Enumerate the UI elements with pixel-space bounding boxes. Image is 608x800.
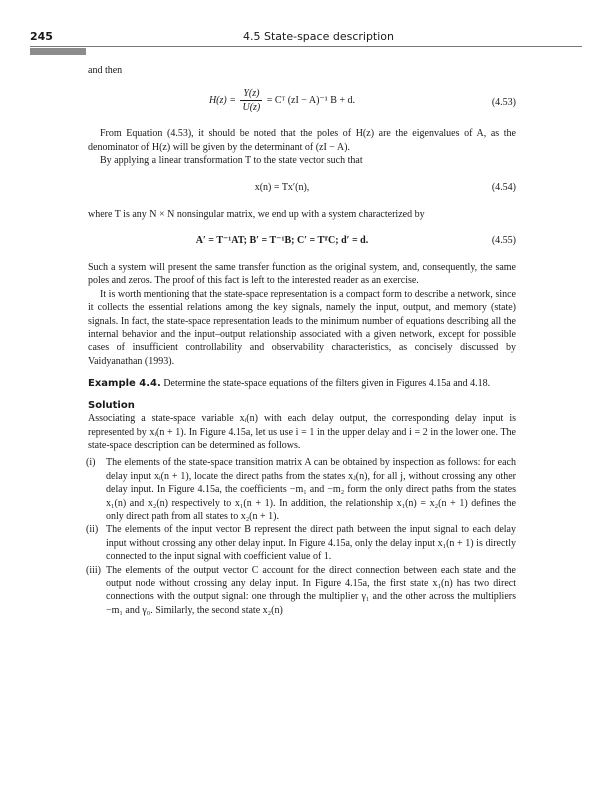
solution-text: Associating a state-space variable xᵢ(n) with each delay output, the corresponding delay input is represented by xᵢ(n + 1). In Figure 4.15a, let us use i = 1 in the upper delay and i = 2 in the lower one. The state-space description can be determined as follows. <box>88 413 516 451</box>
list-item <box>88 456 516 523</box>
equation-4-53 <box>88 87 516 119</box>
page-header <box>30 30 578 46</box>
list-item-text: The elements of the output vector C account for the direct connection between each state and the output node without crossing any delay input. In Figure 4.15a, the first state x₁(n) has two direct connections with the output signal: one through the multiplier γ₁ and the other across the multipliers −m₁ and γ₀. Similarly, the second state x₂(n) <box>106 564 516 616</box>
header-bar <box>30 48 86 55</box>
eq-453-rhs: = Cᵀ (zI − A)⁻¹ B + d. <box>266 95 356 107</box>
header-rule <box>30 46 582 47</box>
eq-455-expression: A′ = T⁻¹AT; B′ = T⁻¹B; C′ = TᵀC; d′ = d. <box>195 235 369 247</box>
eq-453-numerator: Y(z) <box>243 88 260 100</box>
list-item-text: The elements of the state-space transition matrix A can be obtained by inspection as follows: for each delay input xᵢ(n + 1), locate the direct paths from the states xⱼ(n), for all j, without crossing any other delay input. In Figure 4.15a, the coefficients −m₁ and −m₂ form the only direct paths from the states x₁(n) and x₂(n) respectively to x₁(n + 1). In addition, the relationship x₁(n) = x₂(n + 1) defines the only direct path from all states to x₂(n + 1). <box>106 457 516 522</box>
eq-453-denominator: U(z) <box>242 102 261 114</box>
page-number: 245 <box>30 30 53 43</box>
example-text: Determine the state-space equations of the filters given in Figures 4.15a and 4.18. <box>163 378 491 390</box>
solution-steps <box>88 456 516 617</box>
eq-453-lhs: H(z) = <box>208 95 236 107</box>
example-label: Example 4.4. <box>88 378 161 390</box>
list-marker: (i) <box>86 457 96 469</box>
list-marker: (ii) <box>86 524 99 536</box>
list-item <box>88 523 516 563</box>
paragraph-where: where T is any N × N nonsingular matrix, we end up with a system characterized by <box>88 208 425 220</box>
eq-455-number: (4.55) <box>491 235 516 247</box>
equation-4-55 <box>88 231 516 253</box>
paragraph-from-equation: From Equation (4.53), it should be noted that the poles of H(z) are the eigenvalues of A, as the denominator of H(z) will be given by the determinant of (zI − A). <box>88 128 516 153</box>
example-4-4 <box>88 377 516 390</box>
eq-454-expression: x(n) = Tx′(n), <box>254 181 310 193</box>
paragraph-linear-transform: By applying a linear transformation T to the state vector such that <box>100 155 363 167</box>
equation-4-54 <box>88 178 516 200</box>
paragraph-worth-mentioning: It is worth mentioning that the state-space representation is a compact form to describe a network, since it collects the essential relations among the key signals, namely the input, output, and memory (state) signals. In fact, the state-space representation leads to the minimum number of equations describing all the internal behavior and the input–output relationship associated with a given network, except for possible cases of insufficient controllability and observability characteristics, as concisely discussed by Vaidyanathan (1993). <box>88 288 516 367</box>
solution-heading: Solution <box>88 399 135 411</box>
list-item-text: The elements of the input vector B represent the direct path between the input signal to each delay input without crossing any other delay input. In Figure 4.15a, only the delay input x₁(n + 1) is directly connected to the input signal with coefficient value of 1. <box>106 524 516 563</box>
list-marker: (iii) <box>86 564 101 576</box>
intro-text: and then <box>88 65 123 76</box>
paragraph-same-transfer: Such a system will present the same transfer function as the original system, and, consequently, the same poles and zeros. The proof of this fact is left to the interested reader as an exercise. <box>88 262 516 287</box>
page-body <box>88 64 516 617</box>
eq-453-fraction <box>240 87 262 114</box>
list-item <box>88 564 516 618</box>
eq-454-number: (4.54) <box>491 181 516 193</box>
running-head: 4.5 State-space description <box>243 30 395 43</box>
eq-453-number: (4.53) <box>491 97 516 109</box>
